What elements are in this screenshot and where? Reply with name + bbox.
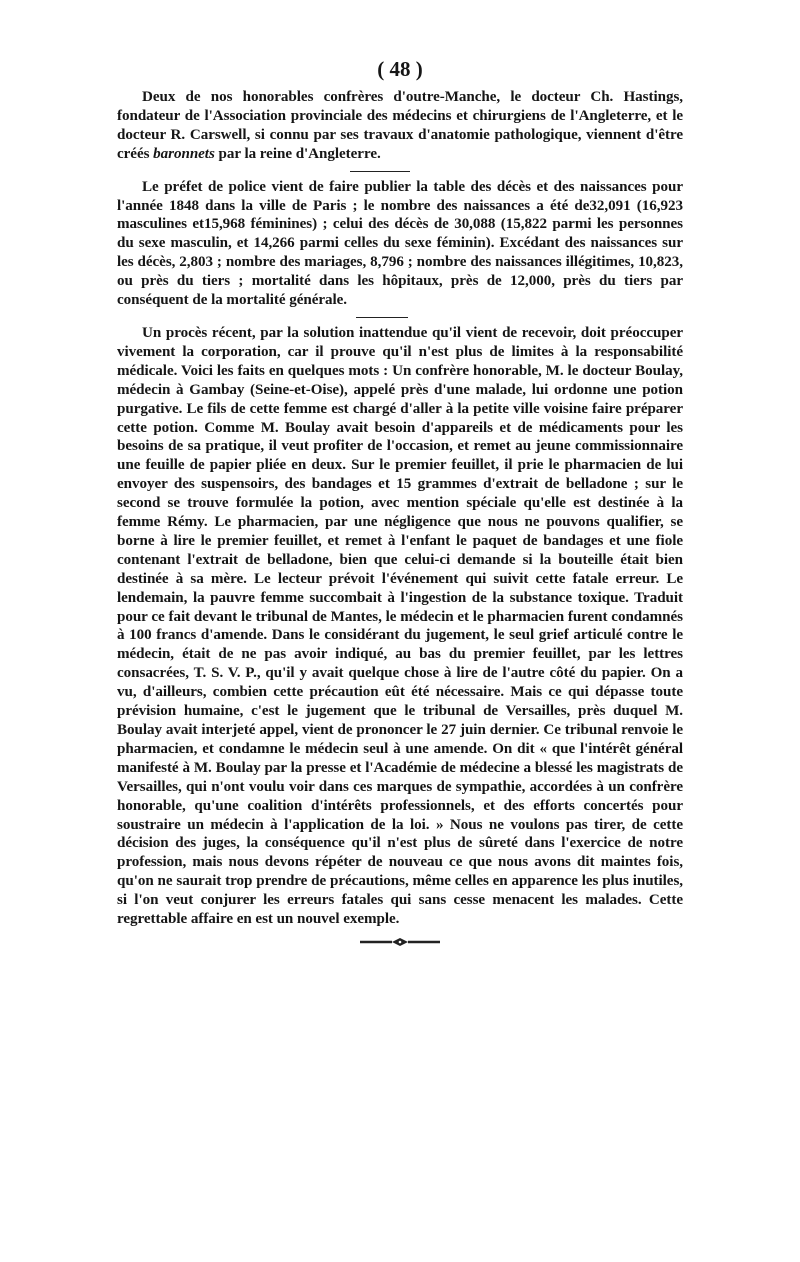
page	[117, 56, 683, 947]
end-ornament-icon	[358, 937, 442, 947]
section-divider	[356, 317, 408, 318]
paragraph-statistics: Le préfet de police vient de faire publier la table des décès et des naissances pour l'année 1848 dans la ville de Paris ; le nombre des naissances a été de32,091 (16,923 masculines et15,968 féminines) ; celui des décès de 30,088 (15,822 parmi les personnes du sexe masculin, et 14,266 parmi celles du sexe féminin). Excédant des naissances sur les décès, 2,803 ; nombre des mariages, 8,796 ; nombre des naissances illégitimes, 10,823, ou près du tiers ; mortalité dans les hôpitaux, près de 12,000, près du tiers par conséquent de la mortalité générale.	[117, 178, 683, 309]
paragraph-trial: Un procès récent, par la solution inattendue qu'il vient de recevoir, doit préoccuper vivement la corporation, car il prouve qu'il n'est plus de limites à la responsabilité médicale. Voici les faits en quelques mots : Un confrère honorable, M. le docteur Boulay, médecin à Gambay (Seine-et-Oise), appelé près d'une malade, lui ordonne une potion purgative. Le fils de cette femme est chargé d'aller à la petite ville voisine faire préparer cette potion. Comme M. Boulay avait besoin d'appareils et de médicaments pour les besoins de sa pratique, il veut profiter de l'occasion, et remet au jeune commissionnaire une feuille de papier pliée en deux. Sur le premier feuillet, il prie le pharmacien de lui envoyer des suspensoirs, des bandages et 15 grammes d'extrait de belladone ; sur le second se trouve formulée la potion, avec mention spéciale qu'elle est destinée à la femme Rémy. Le pharmacien, par une négligence que nous ne pouvons qualifier, se borne à lire le premier feuillet, et remet à l'enfant le paquet de bandages et une fiole contenant l'extrait de belladone, bien que celui-ci demande si la bouteille était bien destinée à sa mère. Le lecteur prévoit l'événement qui suivit cette fatale erreur. Le lendemain, la pauvre femme succombait à l'ingestion de la substance toxique. Traduit pour ce fait devant le tribunal de Mantes, le médecin et le pharmacien furent condamnés à 100 francs d'amende. Dans le considérant du jugement, le seul grief articulé contre le médecin, était de ne pas avoir indiqué, au bas du premier feuillet, par les lettres consacrées, T. S. V. P., qu'il y avait quelque chose à lire de l'autre côté du papier. On a vu, d'ailleurs, combien cette précaution eût été nécessaire. Mais ce qui dépasse toute prévision humaine, c'est le jugement que le tribunal de Versailles, près duquel M. Boulay avait interjeté appel, vient de prononcer le 27 juin dernier. Ce tribunal renvoie le pharmacien, et condamne le médecin seul à une amende. On dit « que l'intérêt général manifesté à M. Boulay par la presse et l'Académie de médecine a blessé les magistrats de Versailles, qui n'ont voulu voir dans ces marques de sympathie, accordées à un confrère honorable, qu'une coalition d'intérêts professionnels, et des efforts concertés pour soustraire un médecin à l'application de la loi. » Nous ne voulons pas tirer, de cette décision des juges, la conséquence qu'il n'est plus de sûreté dans l'exercice de notre profession, mais nous devons répéter de nouveau ce que nous avons dit maintes fois, qu'on ne saurait trop prendre de précautions, même celles en apparence les plus inutiles, si l'on veut conjurer les erreurs fatales qui sans cesse menacent les malades. Cette regrettable affaire en est un nouvel exemple.	[117, 324, 683, 928]
paragraph-text: par la reine d'Angleterre.	[214, 145, 381, 162]
emphasized-word: baronnets	[153, 145, 215, 162]
section-divider	[350, 171, 410, 172]
page-number: ( 48 )	[377, 57, 423, 81]
paragraph-text: Deux de nos honorables confrères d'outre-Manche, le docteur Ch. Hastings, fondateur de l'Association provinciale des médecins et chirurgiens de l'Angleterre, et le docteur R. Carswell, si connu par ses travaux d'anatomie pathologique, viennent d'être créés	[117, 89, 683, 162]
paragraph-baronnets	[117, 88, 683, 164]
